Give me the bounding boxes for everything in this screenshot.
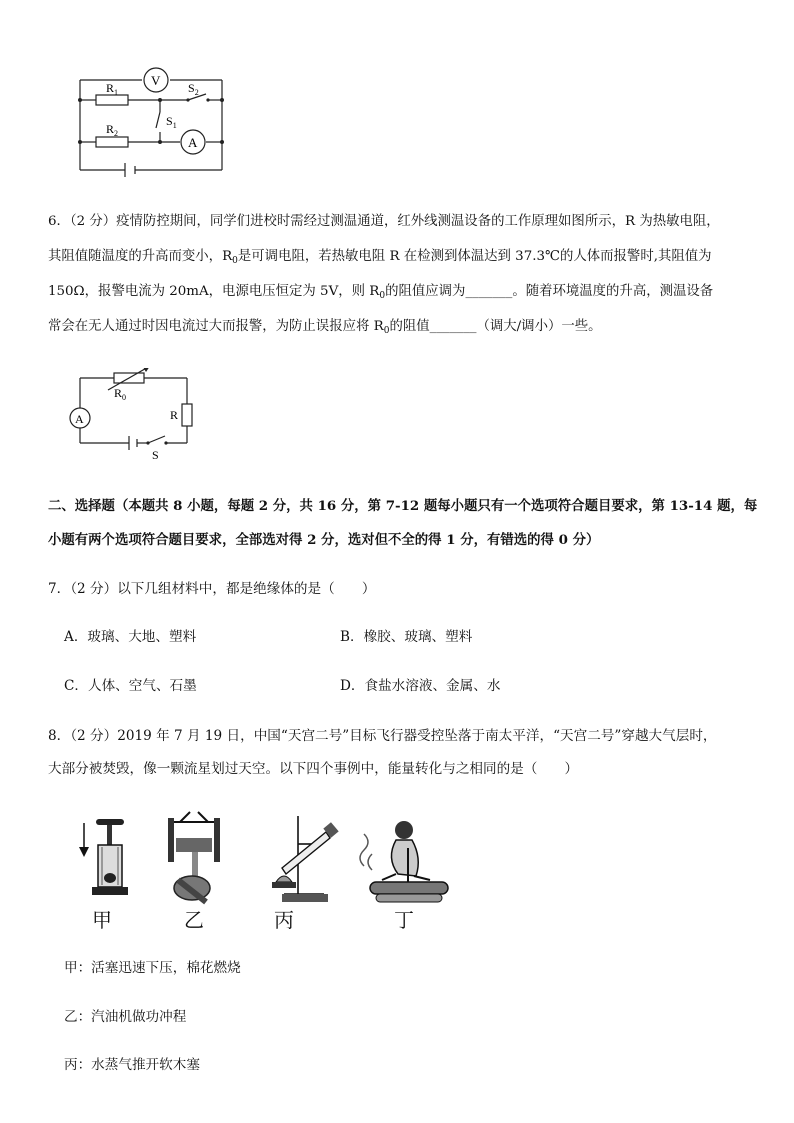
q7-option-a: A．玻璃、大地、塑料 (64, 629, 197, 645)
q8-desc-bing: 丙：水蒸气推开软木塞 (64, 1057, 200, 1073)
q6-line-4: 常会在无人通过时因电流过大而报警，为防止误报应将 $R_0$的阻值_______（调大/调小）一些。 (48, 319, 602, 336)
q6-blank-2: _______ (429, 319, 477, 334)
q7-option-c: C．人体、空气、石墨 (64, 678, 197, 694)
q7-stem: 7．（2 分）以下几组材料中，都是绝缘体的是（ ） (48, 581, 376, 597)
section-2-heading-line-2: 小题有两个选项符合题目要求，全部选对得 2 分，选对但不全的得 1 分，有错选的得 0 分） (48, 532, 600, 548)
circuit-diagram-1 (70, 62, 230, 177)
figure-label-yi: 乙 (184, 908, 204, 932)
q8-desc-jia: 甲：活塞迅速下压，棉花燃烧 (64, 960, 241, 976)
q8-desc-yi: 乙：汽油机做功冲程 (64, 1009, 187, 1025)
q7-option-d: D．食盐水溶液、金属、水 (340, 678, 501, 694)
r1-label: $R_1$ (106, 81, 119, 97)
q6-line-1: 6．（2 分）疫情防控期间，同学们进校时需经过测温通道，红外线测温设备的工作原理如图所示，R 为热敏电阻， (48, 214, 720, 229)
figure-label-bing: 丙 (274, 908, 294, 932)
q6-blank-1: _______ (465, 284, 513, 299)
q6-line-2: 其阻值随温度的升高而变小，$R_0$是可调电阻，若热敏电阻 R 在检测到体温达到 37.3℃的人体而报警时,其阻值为 (48, 249, 712, 266)
q8-line-2: 大部分被焚毁，像一颗流星划过天空。以下四个事例中，能量转化与之相同的是（ ） (48, 761, 579, 777)
switch-s-label: S (152, 448, 159, 460)
figure-bing-test-tube (254, 808, 342, 906)
figure-label-jia: 甲 (92, 908, 112, 932)
ammeter-2-label: A (75, 412, 84, 426)
r0-label: $R_0$ (114, 386, 127, 402)
r2-label: $R_2$ (106, 122, 119, 138)
q8-line-1: 8．（2 分）2019 年 7 月 19 日，中国“天宫二号”目标飞行器受控坠落于南太平洋，“天宫二号”穿越大气层时， (48, 728, 717, 744)
r-label: R (170, 408, 179, 422)
s1-label: $S_1$ (166, 114, 177, 130)
voltmeter-label: V (151, 73, 161, 88)
figure-jia-piston-cotton (76, 815, 136, 907)
figure-ding-drilling-wood (352, 818, 452, 908)
figure-yi-engine (158, 808, 230, 908)
section-2-heading-line-1: 二、选择题（本题共 8 小题，每题 2 分，共 16 分，第 7-12 题每小题只有一个选项符合题目要求，第 13-14 题，每 (48, 498, 758, 514)
figure-label-ding: 丁 (394, 908, 414, 932)
q6-line-3: 150Ω，报警电流为 20mA，电源电压恒定为 5V，则 $R_0$的阻值应调为_______。随着环境温度的升高，测温设备 (48, 284, 714, 301)
circuit-diagram-2 (66, 368, 200, 460)
s2-label: $S_2$ (188, 81, 199, 97)
q7-option-b: B．橡胶、玻璃、塑料 (340, 629, 473, 645)
ammeter-label: A (188, 135, 198, 150)
